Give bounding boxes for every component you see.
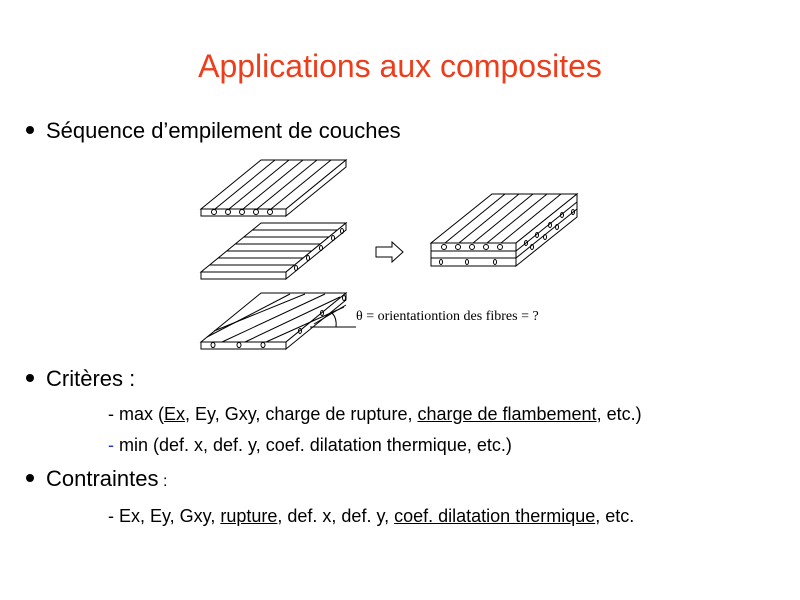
min-text: min (def. x, def. y, coef. dilatation thermique, etc.): [114, 435, 512, 455]
bullet-contraintes-colon: :: [158, 473, 168, 490]
ply-90-deg: [201, 223, 346, 279]
contraintes-coef: coef. dilatation thermique: [394, 506, 596, 526]
theta-label: = orientationtion des fibres = ?: [362, 309, 539, 324]
contraintes-prefix: - Ex, Ey, Gxy,: [108, 506, 221, 526]
slide-title: Applications aux composites: [198, 48, 602, 84]
max-mid: , Ey, Gxy, charge de rupture,: [185, 404, 418, 424]
contraintes-suffix: , etc.: [595, 506, 635, 526]
bullet-criteres-label: Critères :: [46, 366, 136, 391]
theta-symbol: θ: [356, 309, 363, 324]
theta-annotation: [356, 309, 539, 325]
bullet-dot: [26, 474, 34, 482]
max-ex-link: Ex: [164, 404, 186, 424]
stacked-laminate: [431, 194, 577, 266]
ply-0-deg: [201, 160, 346, 216]
ply-theta-deg: [201, 293, 356, 349]
criteres-max-line: [108, 404, 642, 425]
max-flambement: charge de flambement: [417, 404, 597, 424]
min-dash: -: [108, 435, 114, 455]
bullet-criteres: [26, 366, 135, 392]
contraintes-mid: , def. x, def. y,: [277, 506, 395, 526]
max-prefix: - max (: [108, 404, 164, 424]
contraintes-rupture: rupture: [220, 506, 278, 526]
bullet-sequence-label: Séquence d’empilement de couches: [46, 118, 401, 143]
stacking-arrow: [376, 242, 403, 262]
bullet-contraintes: [26, 466, 167, 492]
criteres-min-line: [108, 435, 512, 456]
contraintes-line: [108, 506, 634, 527]
bullet-dot: [26, 374, 34, 382]
max-suffix: , etc.): [596, 404, 642, 424]
bullet-contraintes-label: Contraintes: [46, 466, 159, 491]
